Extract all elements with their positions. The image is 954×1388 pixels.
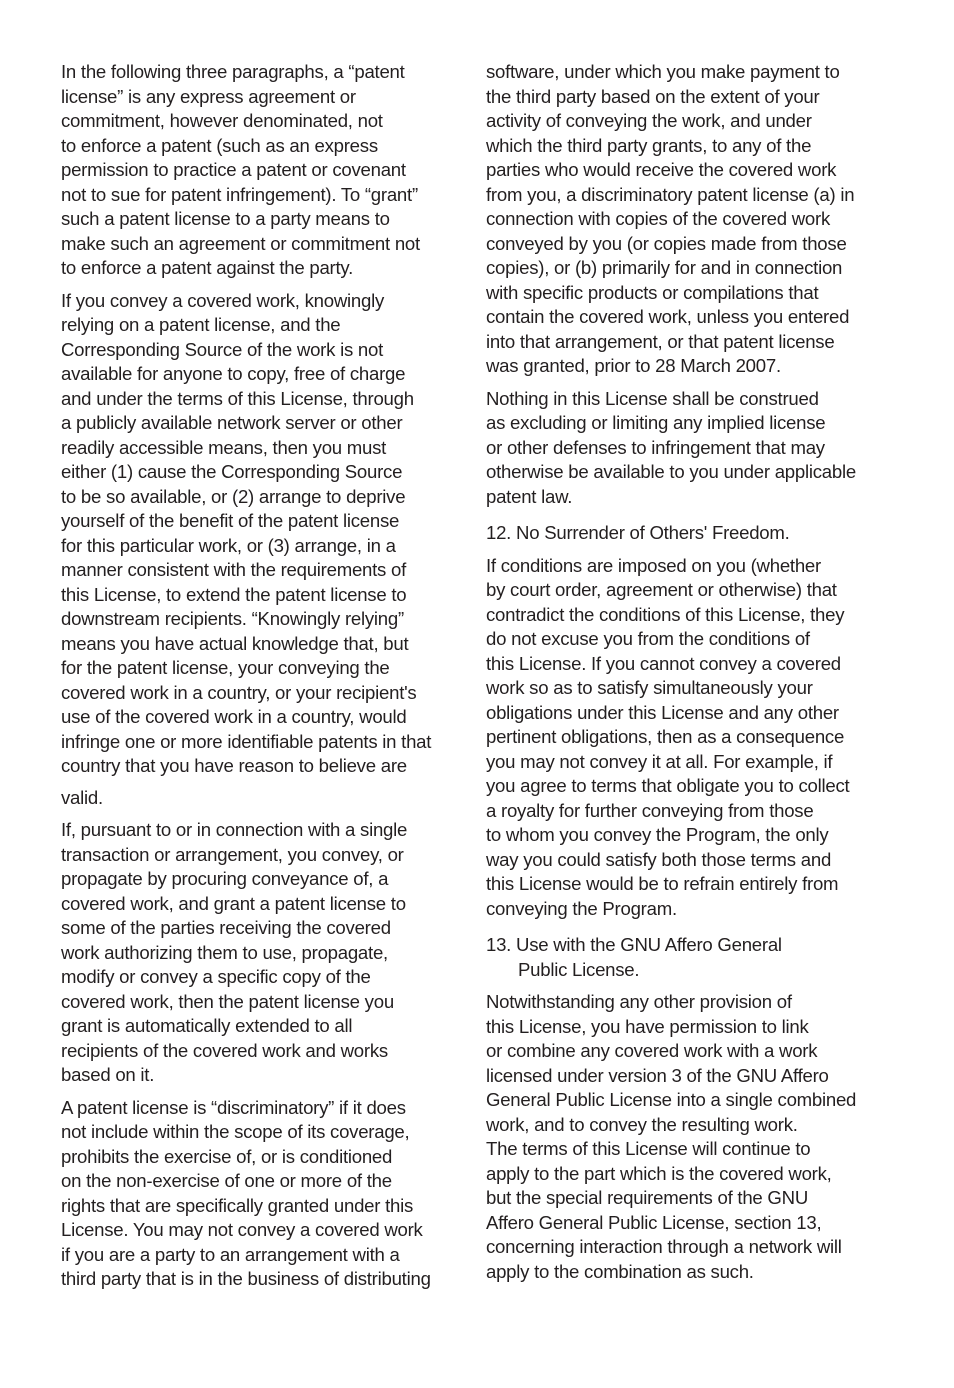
paragraph-patent-license-definition (61, 60, 445, 281)
text-line: valid. (61, 786, 103, 808)
text-line: or other defenses to infringement that may (486, 436, 825, 458)
text-line: available for anyone to copy, free of charge (61, 363, 406, 384)
text-line: which the third party grants, to any of the (486, 134, 812, 156)
text-line: rights that are specifically granted under this (61, 1194, 414, 1216)
text-line: to enforce a patent against the party. (61, 257, 353, 278)
text-line: as excluding or limiting any implied license (486, 412, 826, 433)
text-line: prohibits the exercise of, or is conditioned (61, 1145, 393, 1167)
text-line: apply to the combination as such. (486, 1260, 754, 1282)
paragraph-knowingly-relying (61, 289, 445, 811)
text-line: relying on a patent license, and the (61, 314, 341, 335)
text-line: software, under which you make payment to (486, 61, 840, 82)
text-line: yourself of the benefit of the patent license (61, 510, 400, 531)
text-line: or combine any covered work with a work (486, 1040, 818, 1061)
text-line: Affero General Public License, section 13, (486, 1211, 822, 1233)
text-line: the third party based on the extent of your (486, 85, 820, 107)
paragraph-discriminatory-continued (486, 60, 870, 379)
text-line: this License would be to refrain entirely from (486, 873, 839, 894)
text-line: such a patent license to a party means to (61, 208, 390, 229)
text-line: use of the covered work in a country, would (61, 706, 407, 727)
text-line: do not excuse you from the conditions of (486, 628, 810, 649)
text-line: If conditions are imposed on you (whether (486, 554, 821, 576)
text-line: work authorizing them to use, propagate, (61, 941, 388, 963)
text-line: Corresponding Source of the work is not (61, 338, 384, 360)
paragraph-discriminatory-license (61, 1096, 445, 1292)
text-line: not to sue for patent infringement). To “grant” (61, 183, 418, 205)
text-line: way you could satisfy both those terms and (486, 848, 832, 870)
text-line: based on it. (61, 1064, 155, 1085)
text-line: licensed under version 3 of the GNU Affero (486, 1064, 829, 1086)
text-line: manner consistent with the requirements of (61, 559, 407, 580)
paragraph-single-transaction (61, 818, 445, 1088)
text-line: recipients of the covered work and works (61, 1039, 388, 1061)
text-line: this License. If you cannot convey a covered (486, 652, 841, 674)
text-line: infringe one or more identifiable patents in that (61, 730, 432, 752)
text-line: if you are a party to an arrangement with a (61, 1243, 400, 1265)
text-line: this License, to extend the patent license to (61, 583, 407, 605)
text-line: License. You may not convey a covered work (61, 1219, 423, 1240)
text-line: but the special requirements of the GNU (486, 1187, 809, 1208)
text-line: to enforce a patent (such as an express (61, 134, 378, 156)
section-heading-13 (486, 933, 870, 982)
text-line: work, and to convey the resulting work. (486, 1113, 798, 1135)
text-line: patent law. (486, 485, 573, 507)
text-line: permission to practice a patent or covenant (61, 159, 406, 180)
text-line: some of the parties receiving the covered (61, 917, 391, 938)
text-line: If, pursuant to or in connection with a single (61, 819, 408, 840)
section-heading-12 (486, 521, 870, 546)
text-line: by court order, agreement or otherwise) that (486, 579, 837, 600)
left-column (61, 60, 445, 1300)
text-line: covered work in a country, or your recipient's (61, 681, 417, 703)
text-line: activity of conveying the work, and under (486, 110, 812, 131)
text-line: obligations under this License and any other (486, 701, 839, 723)
heading-text: 12. No Surrender of Others' Freedom. (486, 522, 790, 543)
text-line: modify or convey a specific copy of the (61, 966, 371, 987)
text-line: pertinent obligations, then as a consequence (486, 726, 845, 747)
text-line: a publicly available network server or other (61, 412, 403, 433)
text-line: otherwise be available to you under applicable (486, 461, 856, 482)
paragraph-nothing-construed (486, 387, 870, 510)
text-line: contain the covered work, unless you entered (486, 306, 850, 327)
right-column (486, 60, 870, 1292)
text-line: parties who would receive the covered work (486, 159, 837, 180)
text-line: copies), or (b) primarily for and in connection (486, 257, 843, 278)
text-line: Nothing in this License shall be construed (486, 387, 819, 409)
text-line: and under the terms of this License, through (61, 387, 414, 409)
text-line: A patent license is “discriminatory” if it does (61, 1096, 406, 1118)
text-line: concerning interaction through a network will (486, 1236, 842, 1257)
text-line: contradict the conditions of this License, they (486, 603, 845, 625)
text-line: was granted, prior to 28 March 2007. (486, 355, 781, 376)
text-line: for the patent license, your conveying the (61, 657, 390, 678)
text-line: third party that is in the business of distributing (61, 1268, 431, 1289)
text-line: means you have actual knowledge that, but (61, 632, 409, 654)
text-line: readily accessible means, then you must (61, 436, 387, 458)
text-line: make such an agreement or commitment not (61, 232, 420, 254)
text-line: a royalty for further conveying from those (486, 799, 814, 821)
text-line: connection with copies of the covered work (486, 208, 831, 229)
paragraph-conditions-imposed (486, 554, 870, 922)
heading-text: 13. Use with the GNU Affero General (486, 934, 782, 955)
text-line: work so as to satisfy simultaneously your (486, 677, 813, 698)
text-line: to be so available, or (2) arrange to deprive (61, 485, 406, 507)
text-line: country that you have reason to believe are (61, 755, 407, 776)
text-line: license” is any express agreement or (61, 85, 356, 107)
text-line: commitment, however denominated, not (61, 110, 383, 131)
text-line: Notwithstanding any other provision of (486, 991, 792, 1012)
text-line: this License, you have permission to link (486, 1015, 809, 1037)
text-line: into that arrangement, or that patent license (486, 330, 835, 352)
text-line: with specific products or compilations that (486, 281, 819, 303)
text-line: covered work, then the patent license you (61, 990, 394, 1012)
text-line: you agree to terms that obligate you to collect (486, 775, 850, 796)
text-line: for this particular work, or (3) arrange, in a (61, 534, 396, 556)
text-line: downstream recipients. “Knowingly relying” (61, 608, 404, 629)
text-line: not include within the scope of its coverage, (61, 1121, 410, 1142)
text-line: either (1) cause the Corresponding Source (61, 461, 403, 482)
heading-text: Public License. (518, 958, 640, 980)
text-line: General Public License into a single combined (486, 1089, 857, 1110)
text-line: conveyed by you (or copies made from those (486, 232, 847, 254)
text-line: from you, a discriminatory patent license (a) in (486, 183, 855, 205)
text-line: apply to the part which is the covered work, (486, 1162, 832, 1184)
text-line: to whom you convey the Program, the only (486, 824, 829, 845)
text-line: you may not convey it at all. For example, if (486, 750, 833, 772)
text-line: covered work, and grant a patent license to (61, 892, 406, 914)
text-line: In the following three paragraphs, a “patent (61, 61, 405, 82)
text-line: on the non-exercise of one or more of the (61, 1170, 392, 1191)
text-line: propagate by procuring conveyance of, a (61, 868, 389, 889)
text-line: grant is automatically extended to all (61, 1015, 353, 1036)
paragraph-affero-permission (486, 990, 870, 1284)
text-line: transaction or arrangement, you convey, or (61, 843, 404, 865)
text-line: The terms of this License will continue to (486, 1138, 811, 1159)
text-line: If you convey a covered work, knowingly (61, 289, 385, 311)
text-line: conveying the Program. (486, 897, 677, 919)
